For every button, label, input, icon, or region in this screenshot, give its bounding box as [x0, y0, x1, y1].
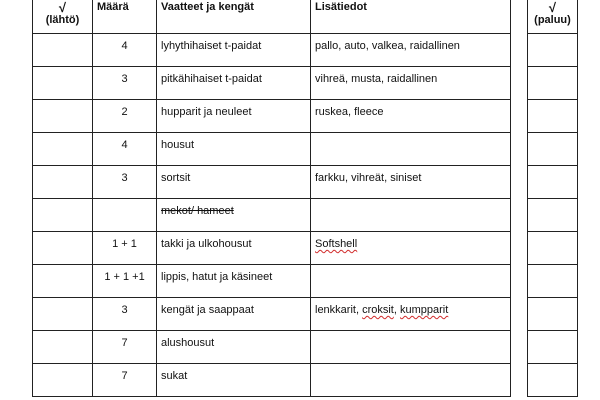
item-cell: sukat — [157, 364, 311, 397]
item-cell: pitkähihaiset t-paidat — [157, 67, 311, 100]
spellcheck-word: Softshell — [315, 238, 358, 250]
quantity-cell: 1 + 1 +1 — [93, 265, 157, 298]
quantity-cell: 4 — [93, 34, 157, 67]
table-row — [528, 232, 578, 265]
spellcheck-word: kumpparit — [399, 304, 449, 316]
details-cell: pallo, auto, valkea, raidallinen — [311, 34, 511, 67]
struck-item-text: mekot/ hameet — [161, 205, 234, 217]
return-check-cell[interactable] — [528, 364, 578, 397]
item-cell: lippis, hatut ja käsineet — [157, 265, 311, 298]
return-check-cell[interactable] — [528, 133, 578, 166]
table-row — [33, 166, 511, 199]
departure-check-cell[interactable] — [33, 100, 93, 133]
details-cell — [311, 199, 511, 232]
item-cell: sortsit — [157, 166, 311, 199]
table-row — [33, 34, 511, 67]
quantity-cell: 3 — [93, 298, 157, 331]
item-cell — [157, 199, 311, 232]
details-cell: ruskea, fleece — [311, 100, 511, 133]
table-row — [528, 166, 578, 199]
departure-check-cell[interactable] — [33, 166, 93, 199]
quantity-cell — [93, 199, 157, 232]
return-check-cell[interactable] — [528, 331, 578, 364]
table-row — [528, 67, 578, 100]
return-check-header — [528, 0, 578, 34]
return-check-table — [527, 0, 578, 397]
checkmark-icon: √ — [58, 0, 67, 15]
departure-check-cell[interactable] — [33, 133, 93, 166]
quantity-cell: 2 — [93, 100, 157, 133]
details-header: Lisätiedot — [311, 0, 511, 34]
quantity-cell: 3 — [93, 166, 157, 199]
details-cell: vihreä, musta, raidallinen — [311, 67, 511, 100]
checkmark-icon: √ — [548, 0, 557, 15]
return-check-label: (paluu) — [534, 14, 571, 26]
table-row — [528, 199, 578, 232]
item-cell: takki ja ulkohousut — [157, 232, 311, 265]
item-cell: alushousut — [157, 331, 311, 364]
departure-check-cell[interactable] — [33, 34, 93, 67]
return-check-cell[interactable] — [528, 100, 578, 133]
quantity-cell: 4 — [93, 133, 157, 166]
quantity-cell: 1 + 1 — [93, 232, 157, 265]
table-row — [33, 232, 511, 265]
departure-check-header — [33, 0, 93, 34]
quantity-cell: 3 — [93, 67, 157, 100]
table-row — [33, 364, 511, 397]
departure-check-cell[interactable] — [33, 199, 93, 232]
details-separator: , — [393, 304, 400, 316]
table-row — [33, 265, 511, 298]
spellcheck-word: croksit — [362, 304, 394, 316]
details-cell — [311, 265, 511, 298]
header-row — [528, 0, 578, 34]
table-row — [33, 199, 511, 232]
table-row — [528, 265, 578, 298]
packing-list-table — [32, 0, 511, 397]
departure-check-cell[interactable] — [33, 232, 93, 265]
table-row — [33, 67, 511, 100]
departure-check-cell[interactable] — [33, 67, 93, 100]
table-row — [33, 331, 511, 364]
departure-check-cell[interactable] — [33, 331, 93, 364]
departure-check-cell[interactable] — [33, 364, 93, 397]
item-cell: housut — [157, 133, 311, 166]
quantity-cell: 7 — [93, 331, 157, 364]
header-row — [33, 0, 511, 34]
return-check-cell[interactable] — [528, 232, 578, 265]
table-row — [33, 100, 511, 133]
item-cell: kengät ja saappaat — [157, 298, 311, 331]
details-cell — [311, 298, 511, 331]
table-row — [528, 364, 578, 397]
table-row — [528, 331, 578, 364]
return-check-cell[interactable] — [528, 199, 578, 232]
items-header: Vaatteet ja kengät — [157, 0, 311, 34]
quantity-cell: 7 — [93, 364, 157, 397]
table-row — [33, 298, 511, 331]
item-cell: lyhythihaiset t-paidat — [157, 34, 311, 67]
table-row — [528, 133, 578, 166]
return-check-cell[interactable] — [528, 265, 578, 298]
quantity-header: Määrä — [93, 0, 157, 34]
details-text: lenkkarit, — [315, 304, 363, 316]
details-cell — [311, 331, 511, 364]
details-cell — [311, 133, 511, 166]
departure-check-label: (lähtö) — [45, 14, 80, 26]
return-check-cell[interactable] — [528, 298, 578, 331]
departure-check-cell[interactable] — [33, 298, 93, 331]
details-cell — [311, 364, 511, 397]
return-check-cell[interactable] — [528, 34, 578, 67]
table-row — [528, 100, 578, 133]
return-check-cell[interactable] — [528, 166, 578, 199]
table-row — [528, 298, 578, 331]
return-check-cell[interactable] — [528, 67, 578, 100]
table-row — [528, 34, 578, 67]
item-cell: hupparit ja neuleet — [157, 100, 311, 133]
details-cell — [311, 232, 511, 265]
table-row — [33, 133, 511, 166]
departure-check-cell[interactable] — [33, 265, 93, 298]
details-cell: farkku, vihreät, siniset — [311, 166, 511, 199]
